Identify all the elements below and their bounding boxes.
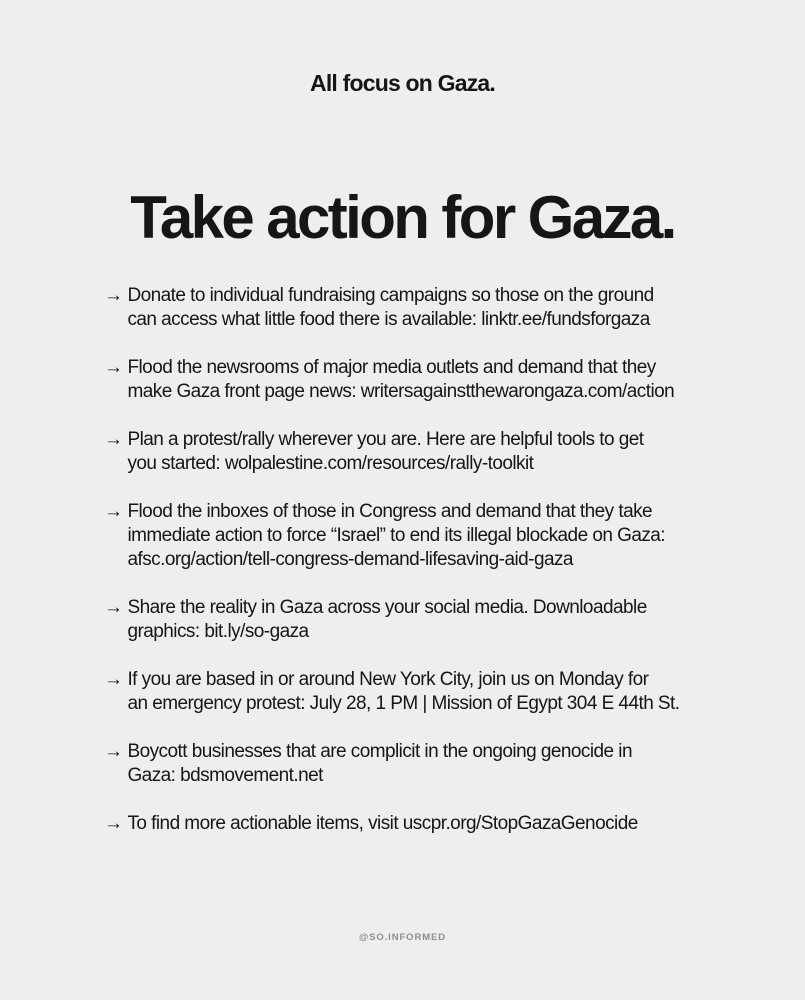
action-text: Share the reality in Gaza across your social media. Downloadable graphics: bit.ly/so-gaza (127, 597, 647, 642)
action-text: Boycott businesses that are complicit in the ongoing genocide in Gaza: bdsmovement.net (127, 741, 632, 786)
arrow-right-icon: → (104, 597, 123, 618)
action-item-nyc-protest (104, 668, 708, 716)
action-text: To find more actionable items, visit uscpr.org/StopGazaGenocide (127, 813, 638, 834)
action-item-congress (104, 500, 708, 572)
footer-handle: @SO.INFORMED (358, 932, 447, 943)
action-item-donate (104, 284, 708, 332)
arrow-right-icon: → (104, 669, 123, 690)
arrow-right-icon: → (104, 741, 123, 762)
action-item-protest (104, 428, 708, 476)
action-text: Donate to individual fundraising campaigns so those on the ground can access what little food there is available: linktr.ee/fundsforgaza (127, 285, 654, 330)
action-text: If you are based in or around New York City, join us on Monday for an emergency protest: July 28, 1 PM | Mission of Egypt 304 E 44th St. (127, 669, 680, 714)
action-text: Flood the newsrooms of major media outlets and demand that they make Gaza front page news: writersagainstthewarongaza.com/action (127, 357, 675, 402)
action-list (104, 284, 708, 860)
arrow-right-icon: → (104, 285, 123, 306)
action-item-share (104, 596, 708, 644)
page-title: Take action for Gaza. (130, 184, 675, 251)
arrow-right-icon: → (104, 501, 123, 522)
action-item-newsrooms (104, 356, 708, 404)
arrow-right-icon: → (104, 357, 123, 378)
kicker-title: All focus on Gaza. (310, 70, 495, 96)
action-item-more (104, 812, 708, 836)
arrow-right-icon: → (104, 813, 123, 834)
action-item-boycott (104, 740, 708, 788)
arrow-right-icon: → (104, 429, 123, 450)
action-text: Flood the inboxes of those in Congress and demand that they take immediate action to force “Israel” to end its illegal blockade on Gaza: afsc.org/action/tell-congress-demand-lifesaving-aid-gaza (127, 501, 666, 570)
action-text: Plan a protest/rally wherever you are. Here are helpful tools to get you started: wolpalestine.com/resources/rally-toolkit (127, 429, 644, 474)
